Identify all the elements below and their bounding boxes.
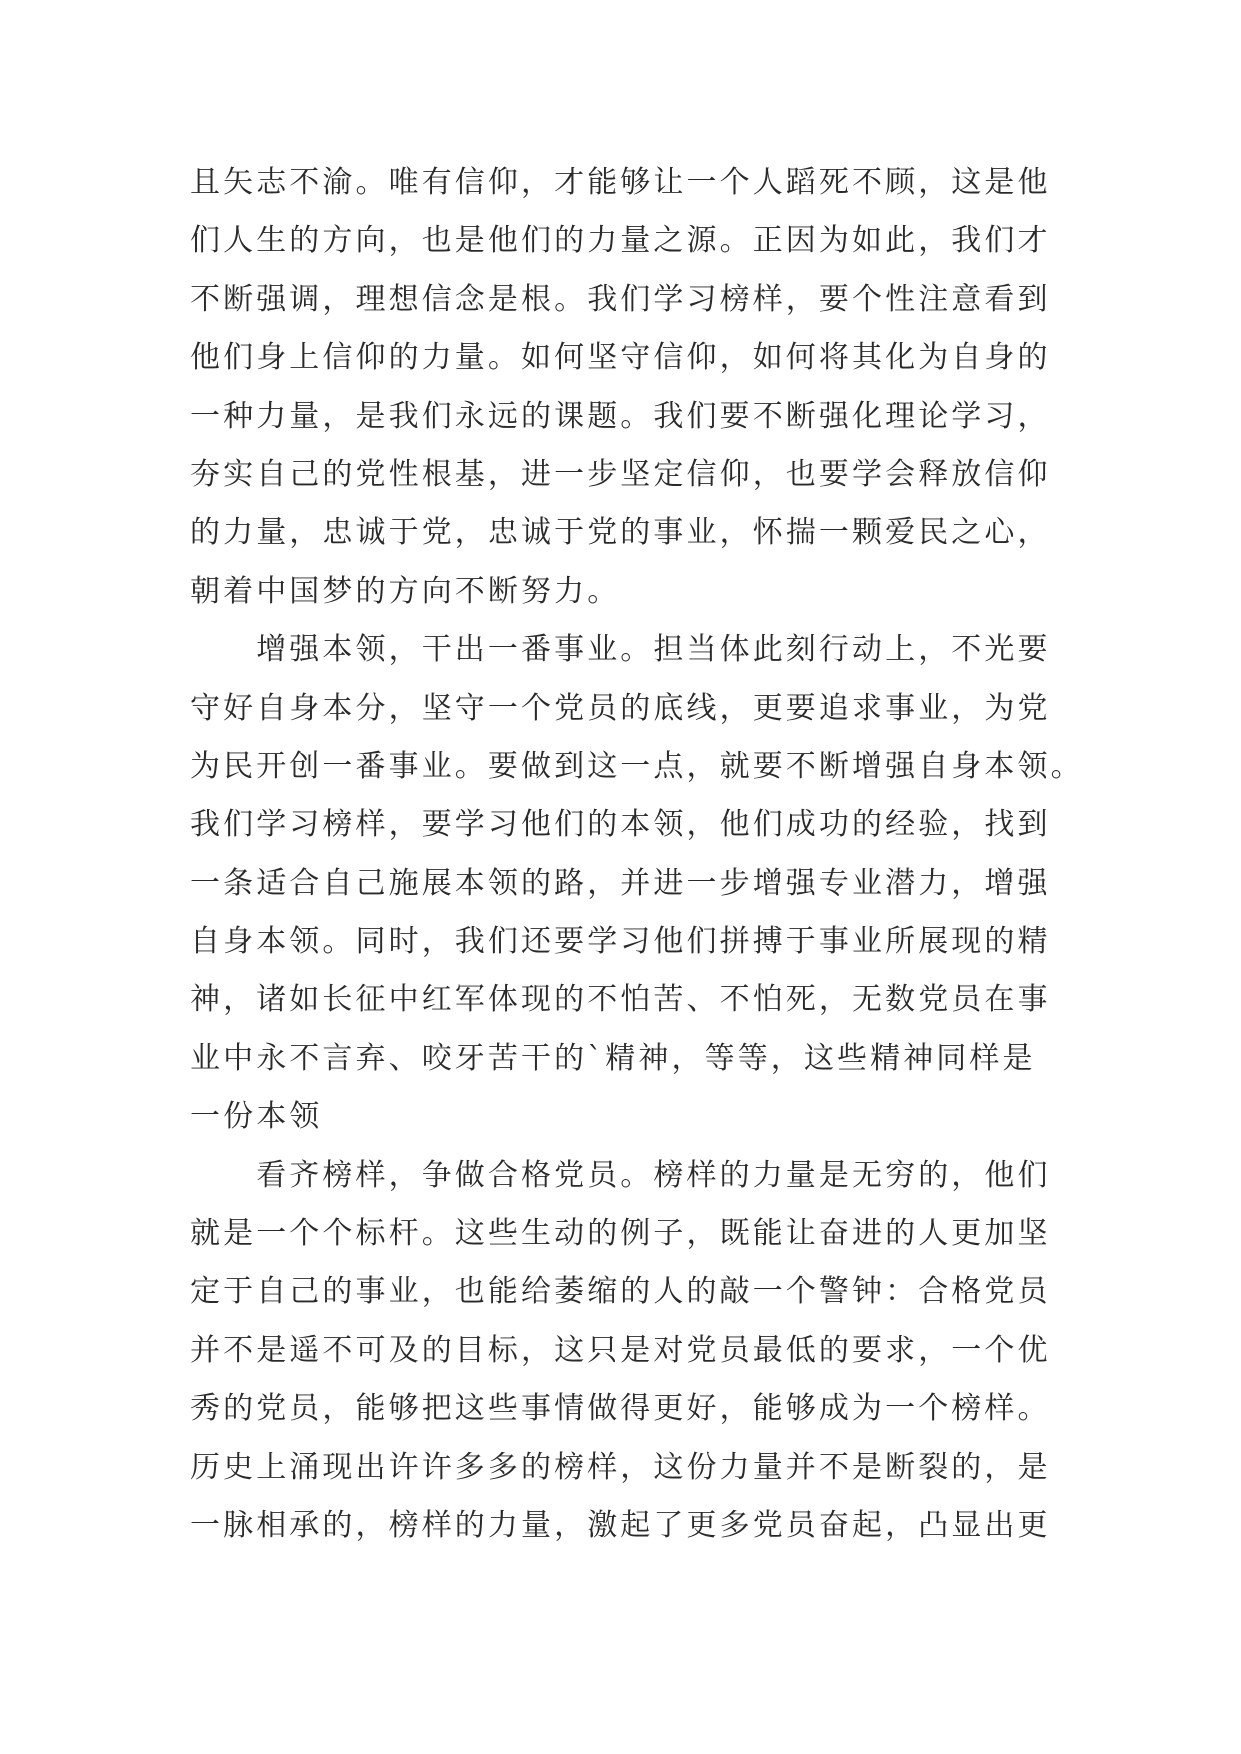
- text-line: 业中永不言弃、咬牙苦干的`精神，等等，这些精神同样是: [190, 1040, 1036, 1076]
- text-line: 一脉相承的，榜样的力量，激起了更多党员奋起，凸显出更: [190, 1507, 1051, 1543]
- text-line: 历史上涌现出许许多多的榜样，这份力量并不是断裂的，是: [190, 1449, 1051, 1485]
- text-line: 守好自身本分，坚守一个党员的底线，更要追求事业，为党: [190, 690, 1051, 726]
- text-line: 我们学习榜样，要学习他们的本领，他们成功的经验，找到: [190, 807, 1051, 843]
- text-line: 不断强调，理想信念是根。我们学习榜样，要个性注意看到: [190, 281, 1051, 317]
- text-line: 他们身上信仰的力量。如何坚守信仰，如何将其化为自身的: [190, 340, 1051, 376]
- paragraph-start-line: 看齐榜样，争做合格党员。榜样的力量是无穷的，他们: [190, 1157, 1051, 1193]
- text-line: 一条适合自己施展本领的路，并进一步增强专业潜力，增强: [190, 865, 1051, 901]
- document-body: [190, 154, 1084, 1555]
- text-line: 的力量，忠诚于党，忠诚于党的事业，怀揣一颗爱民之心，: [190, 515, 1051, 551]
- text-line: 一种力量，是我们永远的课题。我们要不断强化理论学习，: [190, 398, 1051, 434]
- text-line: 且矢志不渝。唯有信仰，才能够让一个人蹈死不顾，这是他: [190, 165, 1051, 200]
- text-line: 夯实自己的党性根基，进一步坚定信仰，也要学会释放信仰: [190, 456, 1051, 492]
- text-line: 并不是遥不可及的目标，这只是对党员最低的要求，一个优: [190, 1332, 1051, 1368]
- text-line: 们人生的方向，也是他们的力量之源。正因为如此，我们才: [190, 223, 1051, 259]
- text-line: 秀的党员，能够把这些事情做得更好，能够成为一个榜样。: [190, 1391, 1051, 1427]
- text-line: 自身本领。同时，我们还要学习他们拼搏于事业所展现的精: [190, 924, 1051, 960]
- text-line: 朝着中国梦的方向不断努力。: [190, 573, 621, 609]
- text-line: 定于自己的事业，也能给萎缩的人的敲一个警钟：合格党员: [190, 1274, 1051, 1310]
- paragraph-start-line: 增强本领，干出一番事业。担当体此刻行动上，不光要: [190, 632, 1051, 668]
- text-line: 为民开创一番事业。要做到这一点，就要不断增强自身本领。: [190, 748, 1084, 784]
- text-line: 就是一个个标杆。这些生动的例子，既能让奋进的人更加坚: [190, 1216, 1051, 1252]
- text-line: 神，诸如长征中红军体现的不怕苦、不怕死，无数党员在事: [190, 982, 1051, 1018]
- text-line: 一份本领: [190, 1099, 323, 1135]
